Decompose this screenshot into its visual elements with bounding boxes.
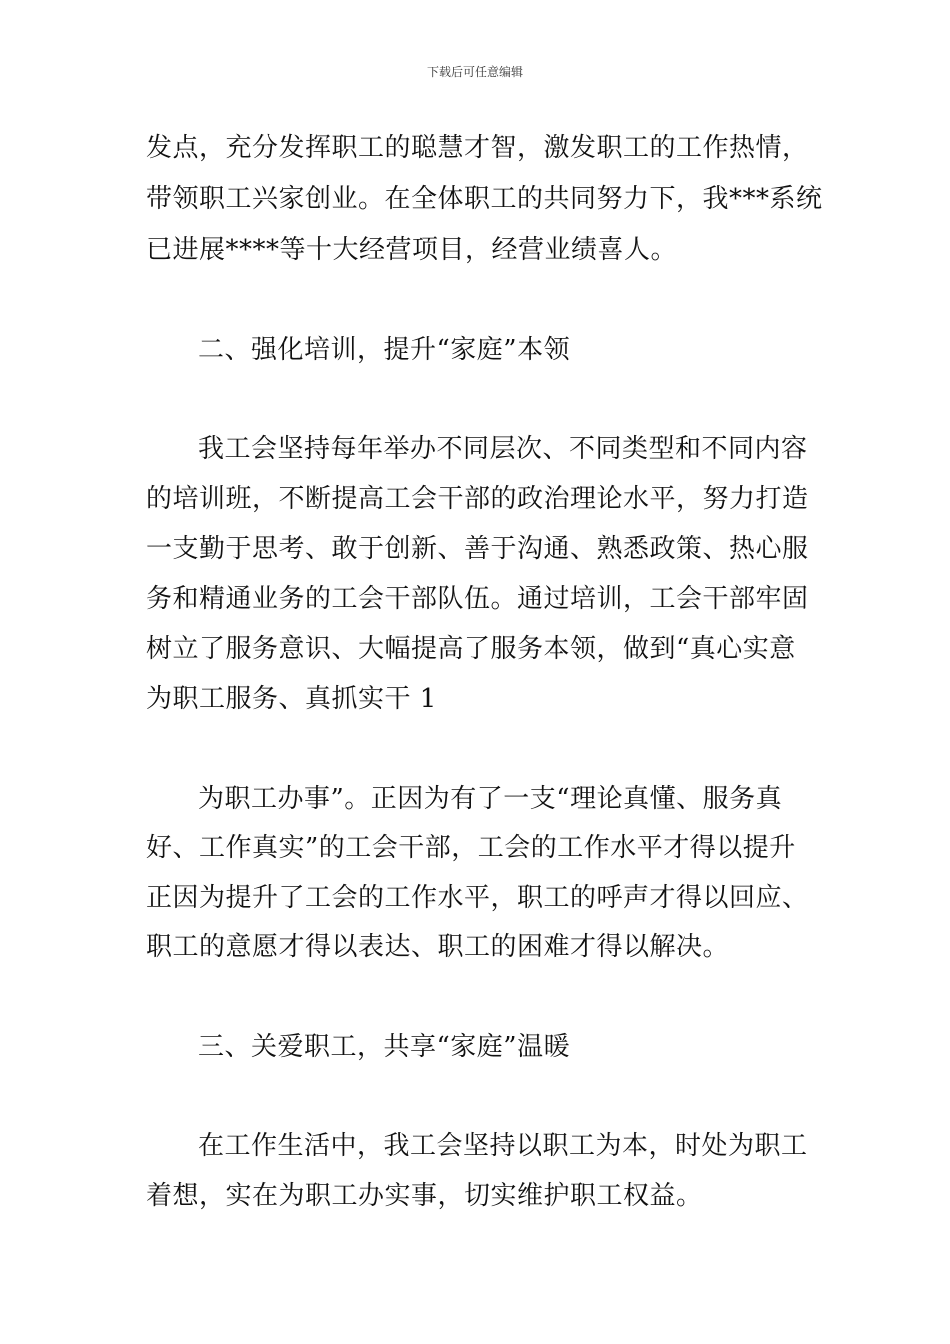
body-text-line: 职工的意愿才得以表达、职工的困难才得以解决。 [146,932,730,962]
section-heading: 三、关爱职工，共享“家庭”温暖 [198,1032,571,1062]
section-heading: 二、强化培训，提升“家庭”本领 [198,335,571,365]
body-text-line: 着想，实在为职工办实事，切实维护职工权益。 [146,1181,703,1211]
body-text-line: 在工作生活中，我工会坚持以职工为本，时处为职工 [198,1131,808,1161]
body-text-line: 已进展****等十大经营项目，经营业绩喜人。 [146,235,678,265]
page-header: 下载后可任意编辑 [426,65,523,79]
body-text-line: 发点，充分发挥职工的聪慧才智，激发职工的工作热情， [146,133,809,163]
body-text-line: 的培训班，不断提高工会干部的政治理论水平，努力打造 [146,484,809,514]
body-text-line: 务和精通业务的工会干部队伍。通过培训，工会干部牢固 [146,584,809,614]
body-text-line: 带领职工兴家创业。在全体职工的共同努力下，我***系统 [146,184,823,214]
body-text-line: 一支勤于思考、敢于创新、善于沟通、熟悉政策、热心服 [146,534,809,564]
body-text-line: 为职工办事”。正因为有了一支“理论真懂、服务真 [198,784,783,814]
body-text-line: 正因为提升了工会的工作水平，职工的呼声才得以回应、 [146,883,809,913]
body-text-line: 我工会坚持每年举办不同层次、不同类型和不同内容 [198,434,808,464]
body-text-line: 好、工作真实”的工会干部，工会的工作水平才得以提升 [146,833,796,863]
body-text-line: 树立了服务意识、大幅提高了服务本领，做到“真心实意 [146,634,796,664]
body-text-line: 为职工服务、真抓实干 1 [146,684,437,714]
